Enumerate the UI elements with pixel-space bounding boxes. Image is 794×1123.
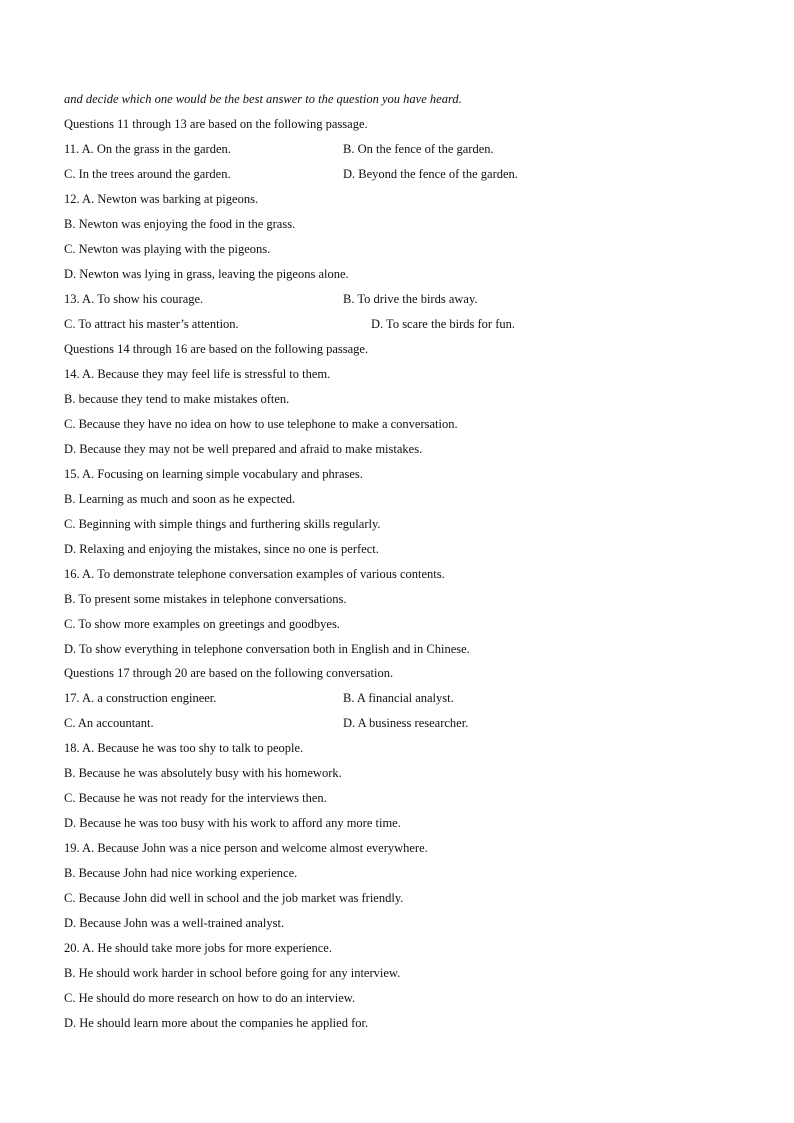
option-11-c: C. In the trees around the garden.: [64, 167, 231, 181]
option-14-b: B. because they tend to make mistakes often.: [64, 392, 290, 406]
option-16-b: B. To present some mistakes in telephone conversations.: [64, 592, 347, 606]
option-15-b: B. Learning as much and soon as he expected.: [64, 492, 296, 506]
option-12-c: C. Newton was playing with the pigeons.: [64, 242, 271, 256]
option-18-d: D. Because he was too busy with his work to afford any more time.: [64, 816, 401, 830]
option-14-a: 14. A. Because they may feel life is stressful to them.: [64, 367, 331, 381]
option-11-a: 11. A. On the grass in the garden.: [64, 142, 231, 156]
option-19-b: B. Because John had nice working experience.: [64, 866, 298, 880]
option-20-b: B. He should work harder in school before going for any interview.: [64, 966, 401, 980]
option-13-a: 13. A. To show his courage.: [64, 292, 204, 306]
option-18-a: 18. A. Because he was too shy to talk to people.: [64, 741, 304, 755]
option-18-b: B. Because he was absolutely busy with his homework.: [64, 766, 342, 780]
question-13-row-1: [64, 287, 744, 312]
option-15-d: D. Relaxing and enjoying the mistakes, since no one is perfect.: [64, 542, 379, 556]
question-11-row-1: [64, 137, 744, 162]
option-11-b: B. On the fence of the garden.: [343, 142, 494, 156]
option-20-a: 20. A. He should take more jobs for more experience.: [64, 941, 332, 955]
option-13-c: C. To attract his master’s attention.: [64, 317, 239, 331]
option-15-c: C. Beginning with simple things and furthering skills regularly.: [64, 517, 381, 531]
option-12-a: 12. A. Newton was barking at pigeons.: [64, 192, 259, 206]
option-20-c: C. He should do more research on how to do an interview.: [64, 991, 356, 1005]
question-11-row-2: [64, 162, 744, 187]
option-17-b: B. A financial analyst.: [343, 691, 454, 705]
option-17-d: D. A business researcher.: [343, 716, 469, 730]
option-19-d: D. Because John was a well-trained analyst.: [64, 916, 285, 930]
option-19-c: C. Because John did well in school and the job market was friendly.: [64, 891, 404, 905]
section-heading-14-16: Questions 14 through 16 are based on the following passage.: [64, 342, 369, 356]
option-16-d: D. To show everything in telephone conversation both in English and in Chinese.: [64, 642, 470, 656]
section-heading-17-20: Questions 17 through 20 are based on the following conversation.: [64, 666, 394, 680]
option-15-a: 15. A. Focusing on learning simple vocabulary and phrases.: [64, 467, 363, 481]
option-16-a: 16. A. To demonstrate telephone conversation examples of various contents.: [64, 567, 445, 581]
option-20-d: D. He should learn more about the companies he applied for.: [64, 1016, 369, 1030]
instruction-text: and decide which one would be the best answer to the question you have heard.: [64, 92, 462, 106]
option-13-d: D. To scare the birds for fun.: [371, 317, 515, 331]
option-16-c: C. To show more examples on greetings and goodbyes.: [64, 617, 340, 631]
option-14-c: C. Because they have no idea on how to use telephone to make a conversation.: [64, 417, 458, 431]
option-19-a: 19. A. Because John was a nice person and welcome almost everywhere.: [64, 841, 428, 855]
option-17-a: 17. A. a construction engineer.: [64, 691, 217, 705]
option-18-c: C. Because he was not ready for the interviews then.: [64, 791, 327, 805]
question-17-row-1: [64, 686, 744, 711]
question-13-row-2: [64, 312, 744, 337]
instruction-line: [64, 87, 744, 112]
option-12-b: B. Newton was enjoying the food in the grass.: [64, 217, 296, 231]
option-14-d: D. Because they may not be well prepared and afraid to make mistakes.: [64, 442, 423, 456]
option-13-b: B. To drive the birds away.: [343, 292, 478, 306]
option-12-d: D. Newton was lying in grass, leaving the pigeons alone.: [64, 267, 349, 281]
option-17-c: C. An accountant.: [64, 716, 154, 730]
section-heading-11-13: Questions 11 through 13 are based on the following passage.: [64, 117, 368, 131]
option-11-d: D. Beyond the fence of the garden.: [343, 167, 518, 181]
question-17-row-2: [64, 711, 744, 736]
